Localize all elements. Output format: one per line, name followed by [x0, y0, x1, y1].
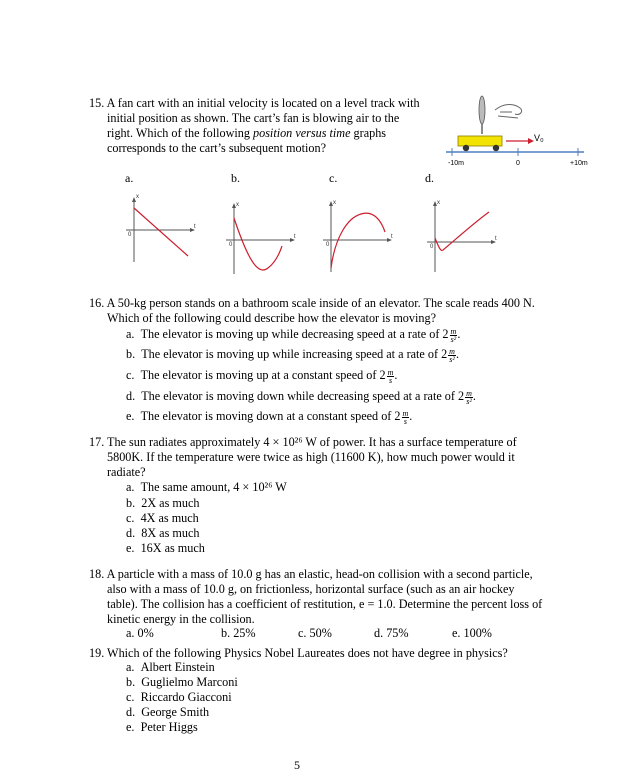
q18-option-d: d. 75% [374, 626, 409, 640]
graph-label-d: d. [425, 171, 434, 185]
graph-d [425, 198, 505, 278]
q17-option-e: e. 16X as much [126, 541, 205, 555]
q17-option-c: c. 4X as much [126, 511, 199, 525]
svg-text:t: t [495, 236, 497, 242]
q16-option-a: a. The elevator is moving up while decreasing speed at a rate of 2 $\frac{m}{\text{s²}}$ . [126, 326, 461, 344]
q19-line-1: 19. Which of the following Physics Nobel Laureates does not have degree in physics? [89, 646, 508, 660]
q17-line-3: radiate? [107, 465, 146, 479]
q15-line-2: initial position as shown. The cart’s fan is blowing air to the [107, 111, 400, 125]
q18-line-1: 18. A particle with a mass of 10.0 g has an elastic, head-on collision with a second particle, [89, 567, 533, 581]
svg-text:x: x [236, 202, 239, 208]
svg-text:t: t [294, 234, 296, 240]
svg-text:x: x [333, 200, 336, 206]
page-number: 5 [294, 758, 300, 772]
graph-label-b: b. [231, 171, 240, 185]
q19-option-d: d. George Smith [126, 705, 210, 719]
q18-line-2: also with a mass of 10.0 g, on frictionless, horizontal surface (such as an air hockey [107, 582, 515, 596]
q18-line-4: kinetic energy in the collision. [107, 612, 255, 626]
q18-option-e: e. 100% [452, 626, 492, 640]
velocity-label: V₀ [534, 133, 544, 143]
q19-option-e: e. Peter Higgs [126, 720, 198, 734]
q15-line-4: corresponds to the cart’s subsequent motion? [107, 141, 326, 155]
q17-option-b: b. 2X as much [126, 496, 200, 510]
q16-option-b: b. The elevator is moving up while increasing speed at a rate of 2 $\frac{m}{\text{s²}}$ . [126, 346, 459, 364]
q19-option-a: a. Albert Einstein [126, 660, 215, 674]
q18-line-3: table). The collision has a coefficient of restitution, e = 1.0. Determine the percent loss of [107, 597, 543, 611]
q18-option-c: c. 50% [298, 626, 332, 640]
q17-line-2: 5800K. If the temperature were twice as high (11600 K), how much power would it [107, 450, 515, 464]
graph-c [321, 198, 401, 278]
q17-option-a: a. The same amount, 4 × 10²⁶ W [126, 480, 287, 494]
q15-line-1: 15. A fan cart with an initial velocity is located on a level track with [89, 96, 420, 110]
svg-text:x: x [437, 200, 440, 206]
svg-text:0: 0 [326, 242, 330, 248]
q16-line-1: 16. A 50-kg person stands on a bathroom scale inside of an elevator. The scale reads 400 N. [89, 296, 535, 310]
tick-label-neg10: -10m [448, 160, 464, 167]
q19-option-c: c. Riccardo Giacconi [126, 690, 232, 704]
cart-body [458, 136, 502, 146]
tick-label-0: 0 [516, 160, 520, 167]
q16-line-2: Which of the following could describe how the elevator is moving? [107, 311, 436, 325]
svg-text:x: x [136, 194, 139, 200]
svg-text:0: 0 [229, 242, 233, 248]
q17-option-d: d. 8X as much [126, 526, 200, 540]
graph-label-a: a. [125, 171, 134, 185]
graph-a [124, 192, 204, 272]
graph-label-c: c. [329, 171, 338, 185]
q18-option-b: b. 25% [221, 626, 256, 640]
q16-option-d: d. The elevator is moving down while decreasing speed at a rate of 2 $\frac{m}{\text{s²}}$ . [126, 388, 476, 406]
q16-option-e: e. The elevator is moving down at a constant speed of 2 $\frac{m}{s}$ . [126, 408, 413, 426]
svg-text:t: t [194, 224, 196, 230]
q18-option-a: a. 0% [126, 626, 154, 640]
q19-option-b: b. Guglielmo Marconi [126, 675, 238, 689]
svg-text:0: 0 [128, 232, 132, 238]
graph-b [224, 200, 304, 280]
svg-text:0: 0 [430, 244, 434, 250]
q16-option-c: c. The elevator is moving up at a constant speed of 2 $\frac{m}{s}$ . [126, 367, 398, 385]
tick-label-pos10: +10m [570, 160, 588, 167]
q15-line-3: right. Which of the following position versus time graphs [107, 126, 387, 140]
svg-text:t: t [391, 234, 393, 240]
q17-line-1: 17. The sun radiates approximately 4 × 10²⁶ W of power. It has a surface temperature of [89, 435, 517, 449]
